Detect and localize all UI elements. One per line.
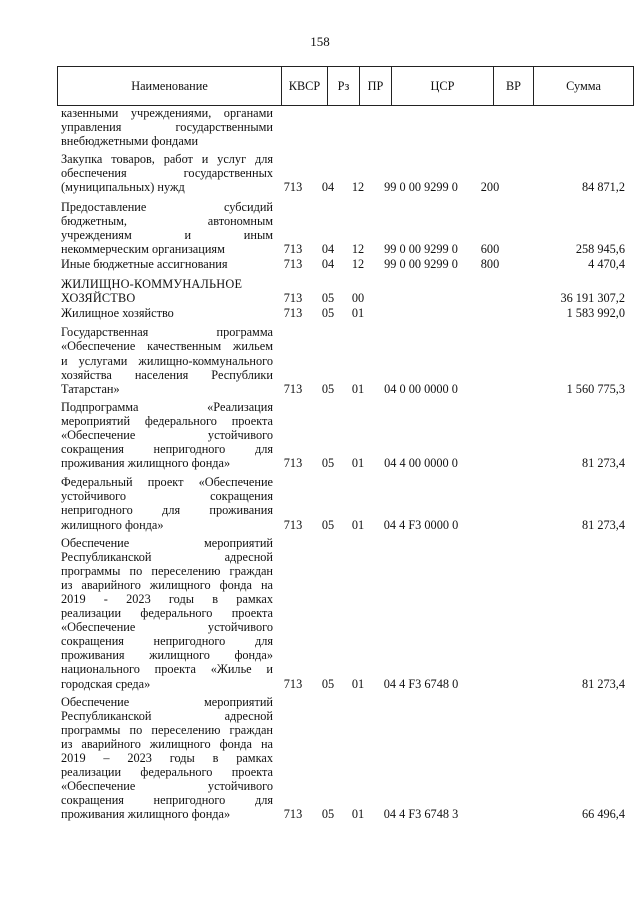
table-row (57, 257, 625, 271)
row-kvsr: 713 (283, 291, 303, 306)
column-header-sum: Сумма (534, 67, 634, 106)
row-rz: 05 (321, 807, 335, 822)
row-pr: 12 (351, 180, 365, 195)
row-name-line: Татарстан» (61, 381, 120, 396)
row-name-line: из аварийного жилищного фонда на (61, 736, 273, 751)
row-name-line: 2019 – 2023 годы в рамках (61, 751, 273, 766)
row-name-line: бюджетным, автономным (61, 213, 273, 228)
row-vr: 800 (480, 256, 500, 271)
row-kvsr: 713 (283, 256, 303, 271)
row-sum: 36 191 307,2 (560, 291, 625, 306)
row-name-line: Республиканской адресной (61, 708, 273, 723)
row-name-line: программы по переселению граждан (61, 563, 273, 578)
row-name-line: реализации федерального проекта (61, 606, 273, 621)
row-name-line: Федеральный проект «Обеспечение (61, 475, 273, 490)
row-name-line: «Обеспечение качественным жильем (61, 339, 273, 354)
table-row (57, 306, 625, 320)
row-name-line: сокращения непригодного для (61, 442, 273, 457)
row-name (57, 152, 273, 194)
table-header (57, 66, 634, 106)
row-name-line: хозяйства населения Республики (61, 367, 273, 382)
row-name-line: «Обеспечение устойчивого (61, 620, 273, 635)
row-name-line: проживания жилищного фонда» (61, 648, 273, 663)
row-sum: 66 496,4 (581, 807, 625, 822)
row-kvsr: 713 (283, 807, 303, 822)
row-name-line: реализации федерального проекта (61, 765, 273, 780)
row-kvsr: 713 (283, 241, 303, 256)
row-name-line: ЖИЛИЩНО-КОММУНАЛЬНОЕ (61, 277, 243, 292)
row-pr: 01 (351, 456, 365, 471)
row-name-line: «Обеспечение устойчивого (61, 427, 273, 442)
row-sum: 258 945,6 (575, 241, 625, 256)
row-name-line: Республиканской адресной (61, 549, 273, 564)
row-csr: 04 0 00 0000 0 (384, 381, 458, 396)
row-sum: 1 583 992,0 (566, 306, 625, 321)
row-name-line: Обеспечение мероприятий (61, 694, 273, 709)
row-name (57, 400, 273, 470)
row-kvsr: 713 (283, 456, 303, 471)
row-name (57, 277, 273, 305)
page-number: 158 (310, 34, 330, 49)
row-rz: 05 (321, 306, 335, 321)
row-kvsr: 713 (283, 517, 303, 532)
row-kvsr: 713 (283, 306, 303, 321)
row-name-line: жилищного фонда» (61, 517, 164, 532)
row-pr: 01 (351, 807, 365, 822)
column-header-kvsr: КВСР (282, 67, 328, 106)
row-csr: 99 0 00 9299 0 (384, 180, 458, 195)
table-row (57, 106, 625, 148)
row-name (57, 475, 273, 531)
row-pr: 01 (351, 381, 365, 396)
row-name-line: Государственная программа (61, 325, 273, 340)
row-sum: 81 273,4 (581, 456, 625, 471)
row-name-line: некоммерческим организациям (61, 241, 225, 256)
row-name-line: проживания жилищного фонда» (61, 456, 231, 471)
row-name-line: управления государственными (61, 120, 273, 135)
table-row (57, 400, 625, 470)
row-sum: 81 273,4 (581, 676, 625, 691)
row-name-line: программы по переселению граждан (61, 722, 273, 737)
row-name-line: сокращения непригодного для (61, 793, 273, 808)
row-name-line: «Обеспечение устойчивого (61, 779, 273, 794)
row-name-line: 2019 - 2023 годы в рамках (61, 592, 273, 606)
table-row (57, 152, 625, 194)
row-name-line: внебюджетными фондами (61, 134, 199, 149)
table-row (57, 277, 625, 305)
row-pr: 01 (351, 306, 365, 321)
row-name-line: сокращения непригодного для (61, 634, 273, 649)
row-name-line: обеспечения государственных (61, 166, 273, 181)
row-pr: 01 (351, 676, 365, 691)
row-name-line: (муниципальных) нужд (61, 180, 185, 195)
column-header-vr: ВР (494, 67, 534, 106)
row-name-line: ХОЗЯЙСТВО (61, 291, 136, 306)
row-csr: 99 0 00 9299 0 (384, 256, 458, 271)
row-rz: 04 (321, 256, 335, 271)
row-pr: 12 (351, 256, 365, 271)
row-name (57, 536, 273, 691)
row-name-line: из аварийного жилищного фонда на (61, 577, 273, 592)
table-row (57, 325, 625, 395)
row-sum: 84 871,2 (581, 180, 625, 195)
row-name-line: Подпрограмма «Реализация (61, 399, 273, 414)
row-csr: 04 4 F3 6748 3 (383, 807, 459, 822)
row-name-line: мероприятий федерального проекта (61, 413, 273, 428)
row-pr: 00 (351, 291, 365, 306)
row-pr: 01 (351, 517, 365, 532)
row-rz: 04 (321, 180, 335, 195)
row-name-line: учреждениям и иным (61, 227, 273, 242)
row-name-line: Обеспечение мероприятий (61, 535, 273, 550)
row-name-line: и услугами жилищно-коммунального (61, 353, 273, 368)
column-header-rz: Рз (328, 67, 360, 106)
row-rz: 05 (321, 676, 335, 691)
row-name-line: Иные бюджетные ассигнования (61, 256, 228, 271)
row-vr: 200 (480, 180, 500, 195)
row-name-line: Жилищное хозяйство (61, 306, 174, 321)
column-header-pr: ПР (360, 67, 392, 106)
row-csr: 04 4 F3 6748 0 (383, 676, 459, 691)
column-header-name: Наименование (58, 67, 282, 106)
row-name-line: непригодного для проживания (61, 503, 273, 518)
row-name (57, 325, 273, 395)
row-rz: 04 (321, 241, 335, 256)
row-rz: 05 (321, 381, 335, 396)
row-csr: 99 0 00 9299 0 (384, 241, 458, 256)
row-rz: 05 (321, 291, 335, 306)
row-sum: 1 560 775,3 (566, 381, 625, 396)
row-kvsr: 713 (283, 676, 303, 691)
column-header-csr: ЦСР (392, 67, 494, 106)
row-name-line: устойчивого сокращения (61, 489, 273, 504)
row-name (57, 200, 273, 256)
row-name-line: Предоставление субсидий (61, 199, 273, 214)
row-name (57, 695, 273, 822)
row-name-line: казенными учреждениями, органами (61, 106, 273, 120)
row-sum: 81 273,4 (581, 517, 625, 532)
row-rz: 05 (321, 517, 335, 532)
table-row (57, 200, 625, 256)
row-sum: 4 470,4 (588, 256, 625, 271)
row-rz: 05 (321, 456, 335, 471)
row-kvsr: 713 (283, 381, 303, 396)
row-name-line: городская среда» (61, 676, 151, 691)
row-name (57, 257, 273, 271)
row-csr: 04 4 00 0000 0 (384, 456, 458, 471)
table-body (57, 106, 625, 822)
row-name-line: проживания жилищного фонда» (61, 807, 231, 822)
row-name (57, 106, 273, 148)
row-pr: 12 (351, 241, 365, 256)
row-kvsr: 713 (283, 180, 303, 195)
row-name (57, 306, 273, 320)
table-row (57, 536, 625, 691)
row-csr: 04 4 F3 0000 0 (383, 517, 459, 532)
row-name-line: Закупка товаров, работ и услуг для (61, 152, 273, 167)
row-vr: 600 (480, 241, 500, 256)
row-name-line: национального проекта «Жилье и (61, 662, 273, 677)
table-row (57, 695, 625, 822)
table-row (57, 475, 625, 531)
